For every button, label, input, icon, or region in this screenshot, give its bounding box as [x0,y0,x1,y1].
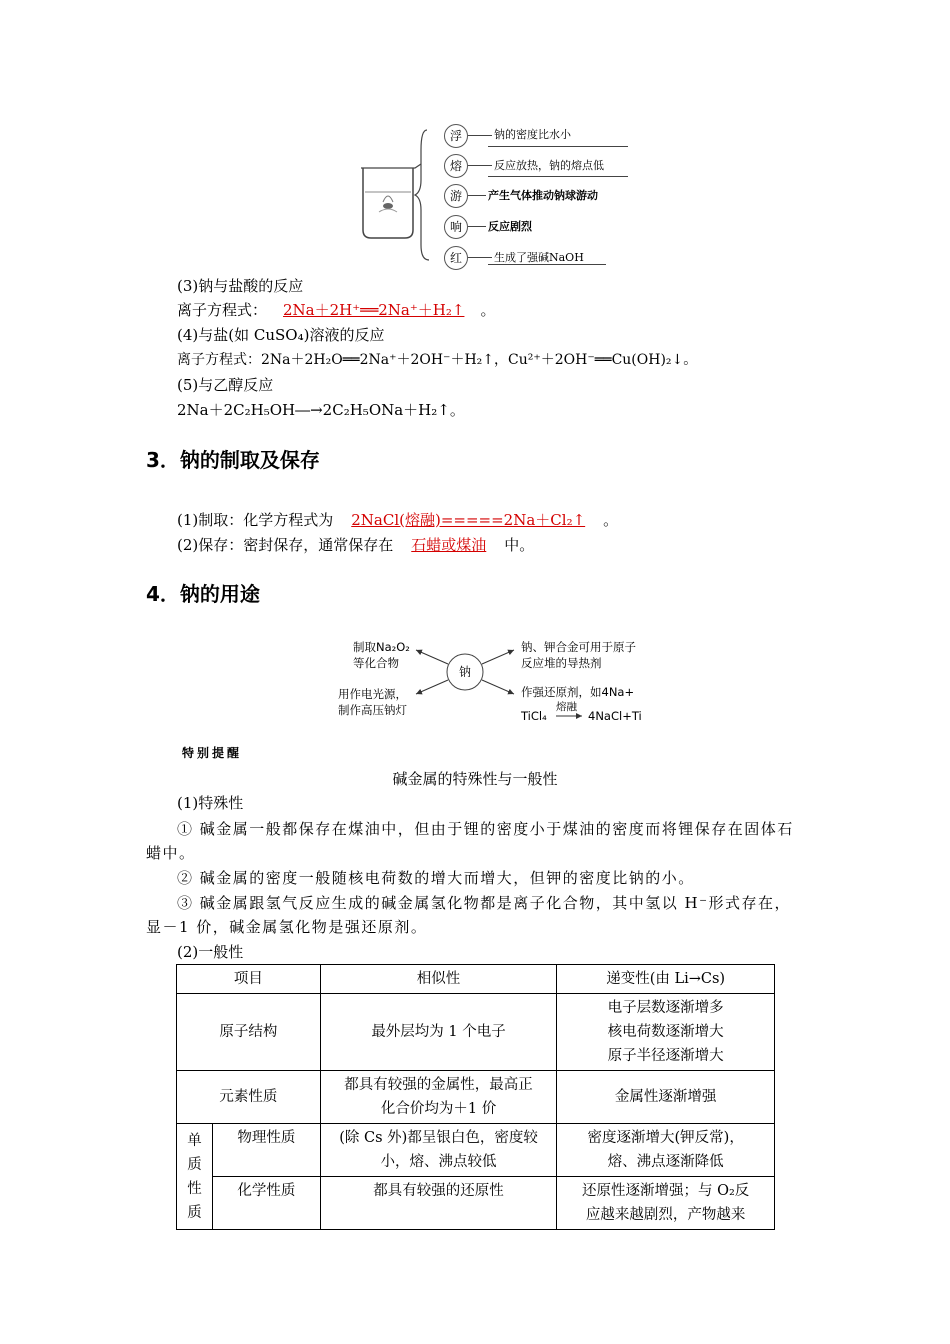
single-substance-label: 单 质 性 质 [177,1124,213,1230]
header-item: 项目 [177,965,321,994]
prep-answer: 2NaCl(熔融)=====2Na＋Cl₂↑ [351,511,586,529]
header-trend: 递变性(由 Li→Cs) [557,965,775,994]
row-atom-sim: 最外层均为 1 个电子 [320,994,557,1071]
s3-answer: 2Na＋2H⁺══2Na⁺＋H₂↑ [283,301,465,319]
row-chem-sim: 都具有较强的还原性 [320,1177,557,1230]
header-similarity: 相似性 [320,965,557,994]
s3-title: (3)钠与盐酸的反应 [177,277,304,295]
tip-title: 碱金属的特殊性与一般性 [392,770,558,788]
row-chem-trend: 还原性逐渐增强；与 O₂反 应越来越剧烈，产物越来 [557,1177,775,1230]
store-line: (2)保存：密封保存，通常保存在 石蜡或煤油 中。 [177,536,535,554]
use-reductant-1: 作强还原剂，如4Na+ [521,685,635,699]
node-float: 浮 [444,124,468,148]
label-swim: 产生气体推动钠球游动 [488,189,598,202]
special-title: (1)特殊性 [177,794,244,812]
label-melt: 反应放热，钠的熔点低 [494,159,604,172]
s3-equation: 离子方程式： 2Na＋2H⁺══2Na⁺＋H₂↑ 。 [177,301,496,319]
use-reactor-2: 反应堆的导热剂 [521,656,602,670]
row-phys-label: 物理性质 [212,1124,320,1177]
table-row [177,994,775,1071]
use-lamp-2: 制作高压钠灯 [338,703,407,717]
use-reductant-cond: 熔融 [556,701,577,713]
uses-center: 钠 [458,665,471,679]
row-atom-trend: 电子层数逐渐增多 核电荷数逐渐增大 原子半径逐渐增大 [557,994,775,1071]
use-na2o2-2: 等化合物 [353,656,399,670]
node-sound: 响 [444,215,468,239]
label-red: 生成了强碱NaOH [494,251,584,264]
label-float: 钠的密度比水小 [494,128,571,141]
special-p2: ② 碱金属的密度一般随核电荷数的增大而增大，但钾的密度比钠的小。 [177,869,695,887]
general-title: (2)一般性 [177,943,244,961]
table-header-row [177,965,775,994]
label-sound: 反应剧烈 [488,220,532,233]
beaker-illustration [355,120,445,270]
use-reductant-2a: TiCl₄ [521,709,547,723]
node-red: 红 [444,246,468,270]
table-row [177,1177,775,1230]
s4-equation: 离子方程式：2Na＋2H₂O══2Na⁺＋2OH⁻＋H₂↑，Cu²⁺＋2OH⁻══Cu(OH)₂↓。 [177,352,698,368]
s5-title: (5)与乙醇反应 [177,376,274,394]
tip-label: 特别提醒 [182,746,243,760]
use-na2o2-1: 制取Na₂O₂ [353,640,410,654]
alkali-metal-table [176,964,775,1230]
row-elem-label: 元素性质 [177,1071,321,1124]
node-melt: 熔 [444,154,468,178]
s5-equation: 2Na＋2C₂H₅OH―→2C₂H₅ONa＋H₂↑。 [177,401,465,419]
row-elem-trend: 金属性逐渐增强 [557,1071,775,1124]
use-reductant-2b: 4NaCl+Ti [588,709,642,723]
row-elem-sim: 都具有较强的金属性，最高正 化合价均为＋1 价 [320,1071,557,1124]
row-phys-sim: (除 Cs 外)都呈银白色，密度较 小，熔、沸点较低 [320,1124,557,1177]
use-reactor-1: 钠、钾合金可用于原子 [521,640,636,654]
node-swim: 游 [444,184,468,208]
store-answer: 石蜡或煤油 [411,536,487,554]
heading-uses: 4．钠的用途 [146,582,260,606]
s4-title: (4)与盐(如 CuSO₄)溶液的反应 [177,326,385,344]
use-lamp-1: 用作电光源， [338,687,407,701]
table-row [177,1124,775,1177]
row-chem-label: 化学性质 [212,1177,320,1230]
table-row [177,1071,775,1124]
row-phys-trend: 密度逐渐增大(钾反常)， 熔、沸点逐渐降低 [557,1124,775,1177]
prep-line: (1)制取：化学方程式为 2NaCl(熔融)=====2Na＋Cl₂↑ 。 [177,511,619,529]
heading-preparation: 3．钠的制取及保存 [146,448,320,472]
special-p1: ① 碱金属一般都保存在煤油中，但由于锂的密度小于煤油的密度而将锂保存在固体石蜡中。 [146,820,794,862]
row-atom-label: 原子结构 [177,994,321,1071]
special-p3: ③ 碱金属跟氢气反应生成的碱金属氢化物都是离子化合物，其中氢以 H⁻形式存在，显－1 价，碱金属氢化物是强还原剂。 [146,894,792,936]
